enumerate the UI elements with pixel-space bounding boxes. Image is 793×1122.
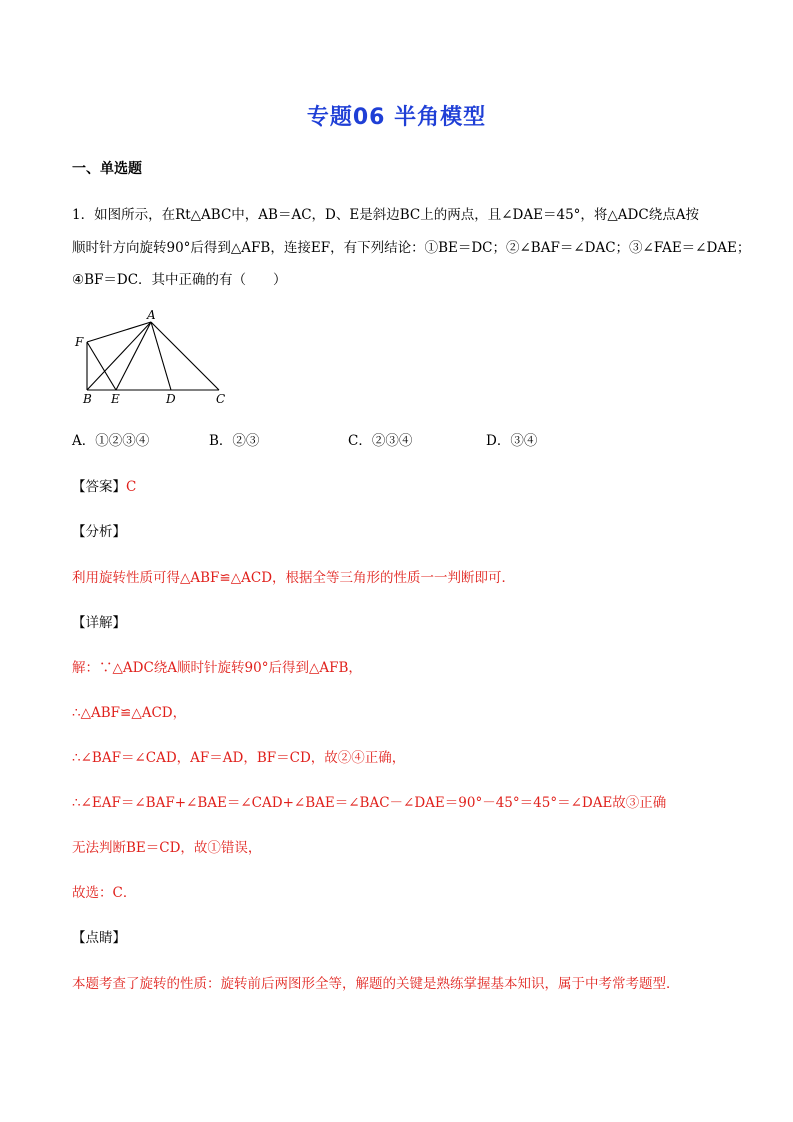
page-title: 专题06 半角模型: [306, 105, 487, 130]
geometry-figure: [70, 305, 240, 414]
answer-value: C: [126, 479, 137, 495]
label-a: A: [147, 308, 156, 322]
label-e: E: [111, 392, 120, 406]
question-line-3: ④BF＝DC．其中正确的有（ ）: [72, 272, 287, 288]
answer-line: [72, 475, 136, 495]
answer-heading: 【答案】: [72, 479, 126, 495]
segment-ae: [116, 322, 151, 390]
question-line-1: 1．如图所示，在Rt△ABC中，AB＝AC，D、E是斜边BC上的两点，且∠DAE＝45°，将△ADC绕点A按: [72, 207, 699, 223]
choice-a[interactable]: A．①②③④: [72, 433, 150, 449]
detail-line-6: 故选：C．: [72, 885, 137, 901]
detail-line-5: 无法判断BE＝CD，故①错误，: [72, 840, 262, 856]
detail-line-4: ∴∠EAF＝∠BAF+∠BAE＝∠CAD+∠BAE＝∠BAC－∠DAE＝90°－45°＝45°＝∠DAE故③正确: [72, 795, 667, 811]
label-d: D: [166, 392, 176, 406]
label-c: C: [216, 392, 226, 406]
detail-line-3: ∴∠BAF＝∠CAD，AF＝AD，BF＝CD，故②④正确，: [72, 750, 406, 766]
label-f: F: [75, 335, 84, 349]
comment-text: 本题考查了旋转的性质：旋转前后两图形全等，解题的关键是熟练掌握基本知识，属于中考常考题型．: [72, 976, 680, 992]
triangle-diagram: [70, 305, 240, 410]
label-b: B: [83, 392, 92, 406]
question-line-2: 顺时针方向旋转90°后得到△AFB，连接EF，有下列结论：①BE＝DC；②∠BAF＝∠DAC；③∠FAE＝∠DAE；: [72, 240, 751, 256]
analysis-heading: 【分析】: [72, 524, 126, 540]
segment-fe: [87, 342, 116, 390]
detail-heading: 【详解】: [72, 615, 126, 631]
detail-line-1: 解：∵△ADC绕A顺时针旋转90°后得到△AFB，: [72, 660, 362, 676]
detail-line-2: ∴△ABF≌△ACD，: [72, 705, 187, 721]
choice-b[interactable]: B．②③: [209, 433, 260, 449]
section-heading: 一、单选题: [72, 161, 142, 177]
choice-d[interactable]: D．③④: [486, 433, 538, 449]
choice-c[interactable]: C．②③④: [348, 433, 413, 449]
comment-heading: 【点睛】: [72, 930, 126, 946]
analysis-text: 利用旋转性质可得△ABF≌△ACD，根据全等三角形的性质一一判断即可．: [72, 570, 516, 586]
